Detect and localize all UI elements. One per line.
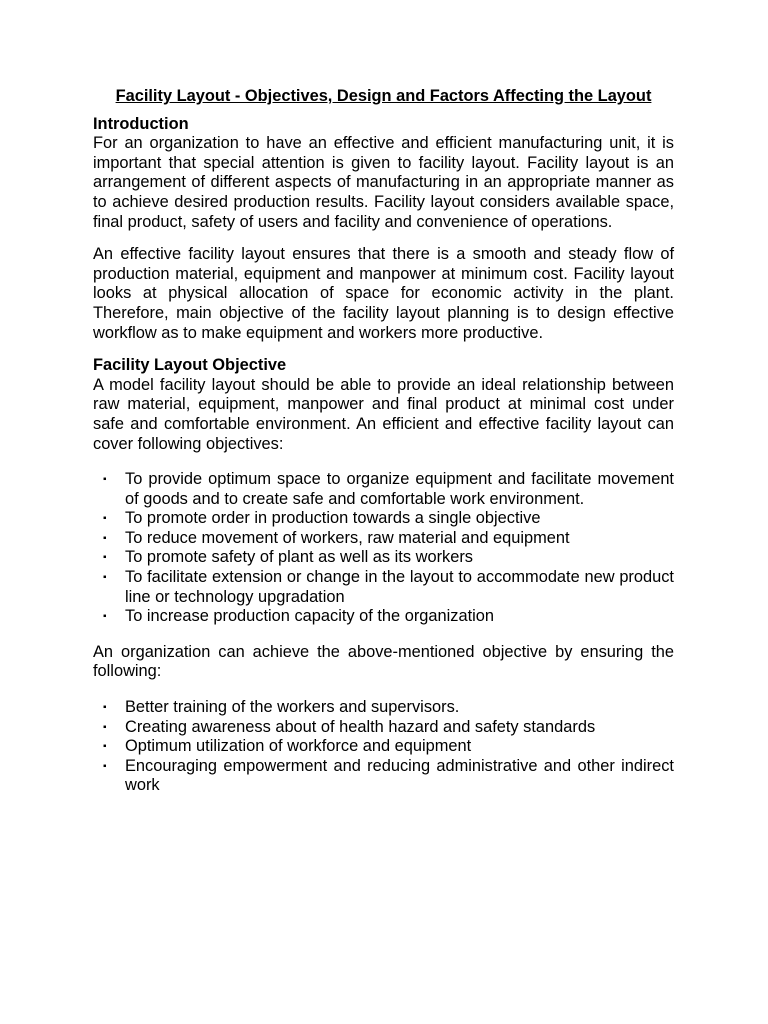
- list-item-text: Creating awareness about of health hazard and safety standards: [125, 717, 596, 736]
- list-item: [93, 757, 674, 796]
- list-item: [93, 737, 674, 757]
- list-item-text: To promote order in production towards a single objective: [125, 509, 541, 528]
- bullet-icon: ▪: [103, 474, 107, 486]
- bullet-icon: ▪: [103, 702, 107, 714]
- bullet-icon: ▪: [103, 721, 107, 733]
- document-page: [93, 87, 674, 796]
- objective-paragraph: A model facility layout should be able to provide an ideal relationship between raw material, equipment, manpower and final product at minimal cost under safe and comfortable environment. An efficient and effective facility layout can cover following objectives:: [93, 375, 674, 453]
- list-item: [93, 568, 674, 607]
- objectives-list: [93, 470, 674, 627]
- bullet-icon: ▪: [103, 513, 107, 525]
- list-item: [93, 607, 674, 627]
- list-item-text: Better training of the workers and supervisors.: [125, 698, 460, 717]
- bullet-icon: ▪: [103, 532, 107, 544]
- list-item-text: To provide optimum space to organize equipment and facilitate movement of goods and to create safe and comfortable work environment.: [125, 470, 674, 508]
- document-title: Facility Layout - Objectives, Design and Factors Affecting the Layout: [115, 87, 652, 105]
- list-item: [93, 718, 674, 738]
- bullet-icon: ▪: [103, 760, 107, 772]
- list-item-text: To promote safety of plant as well as its workers: [125, 548, 473, 567]
- followup-paragraph: An organization can achieve the above-mentioned objective by ensuring the following:: [93, 642, 674, 681]
- list-item-text: To increase production capacity of the organization: [125, 607, 495, 626]
- list-item: [93, 529, 674, 549]
- list-item: [93, 509, 674, 529]
- introduction-heading: Introduction: [93, 114, 189, 133]
- objective-heading: Facility Layout Objective: [93, 356, 287, 375]
- bullet-icon: ▪: [103, 741, 107, 753]
- list-item: [93, 470, 674, 509]
- list-item-text: To facilitate extension or change in the layout to accommodate new product line or technology upgradation: [125, 568, 674, 606]
- list-item-text: Optimum utilization of workforce and equipment: [125, 737, 472, 756]
- list-item: [93, 698, 674, 718]
- introduction-paragraph-2: An effective facility layout ensures that there is a smooth and steady flow of production material, equipment and manpower at minimum cost. Facility layout looks at physical allocation of space for economic activity in the plant. Therefore, main objective of the facility layout planning is to design effective workflow as to make equipment and workers more productive.: [93, 245, 674, 342]
- bullet-icon: ▪: [103, 572, 107, 584]
- list-item-text: Encouraging empowerment and reducing administrative and other indirect work: [125, 756, 674, 795]
- list-item-text: To reduce movement of workers, raw material and equipment: [125, 528, 570, 547]
- ensuring-list: [93, 698, 674, 796]
- bullet-icon: ▪: [103, 552, 107, 564]
- introduction-paragraph-1: For an organization to have an effective and efficient manufacturing unit, it is important that special attention is given to facility layout. Facility layout is an arrangement of different aspects of manufacturing in an appropriate manner as to achieve desired production results. Facility layout considers available space, final product, safety of users and facility and convenience of operations.: [93, 134, 674, 231]
- list-item: [93, 548, 674, 568]
- bullet-icon: ▪: [103, 611, 107, 623]
